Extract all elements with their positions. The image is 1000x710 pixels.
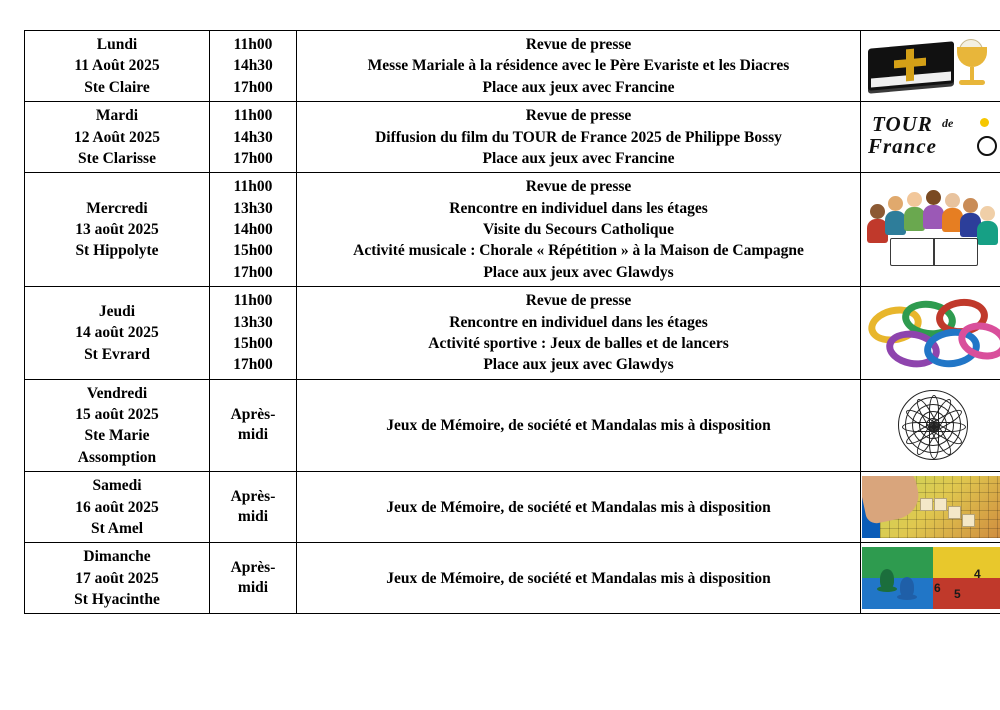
time-entry: 11h00: [233, 178, 273, 196]
day-name: Jeudi: [98, 302, 136, 320]
time-entry: 14h00: [233, 221, 273, 238]
day-cell: [25, 31, 210, 102]
activity-entry: Revue de presse: [525, 107, 632, 125]
activities-cell: [297, 543, 861, 614]
day-saint: St Evrard: [84, 345, 150, 363]
tdf-line3: France: [868, 134, 937, 159]
day-saint: Ste Marie: [84, 427, 150, 445]
day-name: Dimanche: [83, 548, 151, 566]
tdf-wheel-icon: [977, 136, 997, 156]
table-row: [25, 31, 1000, 102]
time-entry: 15h00: [233, 242, 273, 260]
illustration-cell: [861, 102, 1000, 173]
time-entry: 14h30: [233, 128, 273, 146]
day-name: Mardi: [95, 107, 139, 125]
activities-cell: [297, 102, 861, 173]
activities-cell: [297, 287, 861, 380]
scrabble-board-image: [861, 476, 1000, 538]
activity-entry: Activité musicale : Chorale « Répétition » à la Maison de Campagne: [353, 242, 804, 260]
activities-cell: [297, 173, 861, 287]
table-row: [25, 379, 1000, 472]
times-cell: [210, 472, 297, 543]
time-entry: 13h30: [233, 199, 273, 217]
illustration-cell: [861, 472, 1000, 543]
colored-rings-image: [861, 295, 1000, 371]
day-cell: [25, 379, 210, 472]
time-entry: 17h00: [233, 149, 273, 167]
day-cell: [25, 543, 210, 614]
table-row: [25, 543, 1000, 614]
activity-entry: Place aux jeux avec Glawdys: [483, 263, 674, 281]
time-entry: 14h30: [233, 57, 273, 75]
activity-entry: Revue de presse: [525, 36, 632, 53]
day-saint: St Amel: [90, 519, 144, 537]
activity-entry: Jeux de Mémoire, de société et Mandalas mis à disposition: [386, 569, 771, 587]
time-entry: Après-: [230, 487, 276, 505]
activity-entry: Messe Mariale à la résidence avec le Père Evariste et les Diacres: [367, 57, 790, 75]
activity-entry: Rencontre en individuel dans les étages: [449, 199, 708, 217]
activity-entry: Activité sportive : Jeux de balles et de lancers: [428, 334, 729, 352]
day-saint: Ste Clarisse: [78, 149, 156, 167]
activity-entry: Jeux de Mémoire, de société et Mandalas mis à disposition: [386, 498, 771, 516]
day-name: Lundi: [96, 36, 138, 53]
ludo-board-game-image: 6 5 4: [861, 547, 1000, 609]
times-cell: [210, 102, 297, 173]
illustration-cell: [861, 543, 1000, 614]
times-cell: [210, 31, 297, 102]
day-cell: [25, 472, 210, 543]
day-feast: Assomption: [77, 448, 157, 466]
day-saint: St Hippolyte: [75, 242, 159, 260]
day-date: 15 août 2025: [75, 406, 159, 423]
activity-entry: Rencontre en individuel dans les étages: [449, 313, 708, 331]
activity-entry: Place aux jeux avec Glawdys: [483, 356, 674, 374]
illustration-cell: [861, 173, 1000, 287]
time-entry: 11h00: [233, 292, 273, 310]
times-cell: [210, 379, 297, 472]
time-entry: 11h00: [233, 36, 273, 53]
activity-entry: Revue de presse: [525, 178, 632, 196]
activities-cell: [297, 472, 861, 543]
table-row: [25, 102, 1000, 173]
time-entry: Après-: [230, 405, 276, 423]
activities-cell: [297, 31, 861, 102]
day-name: Vendredi: [86, 384, 148, 402]
activity-entry: Place aux jeux avec Francine: [482, 78, 675, 96]
day-date: 16 août 2025: [75, 498, 159, 516]
day-cell: [25, 102, 210, 173]
time-entry: midi: [237, 508, 269, 526]
choir-singers-image: [861, 186, 1000, 274]
day-date: 12 Août 2025: [73, 128, 161, 146]
activity-entry: Jeux de Mémoire, de société et Mandalas mis à disposition: [386, 416, 771, 434]
bible-and-chalice-image: [861, 35, 1000, 97]
day-date: 14 août 2025: [75, 324, 159, 342]
times-cell: [210, 543, 297, 614]
activity-entry: Revue de presse: [525, 292, 632, 310]
time-entry: 11h00: [233, 107, 273, 125]
day-name: Mercredi: [86, 199, 148, 217]
time-entry: 17h00: [233, 356, 273, 374]
time-entry: Après-: [230, 558, 276, 576]
day-date: 11 Août 2025: [74, 57, 160, 75]
time-entry: 17h00: [233, 263, 273, 281]
mandala-drawing-image: [861, 387, 1000, 463]
table-row: [25, 472, 1000, 543]
time-entry: 15h00: [233, 334, 273, 352]
activities-cell: [297, 379, 861, 472]
time-entry: midi: [237, 426, 269, 444]
day-cell: [25, 287, 210, 380]
times-cell: [210, 173, 297, 287]
day-date: 17 août 2025: [75, 569, 159, 587]
day-cell: [25, 173, 210, 287]
activity-entry: Place aux jeux avec Francine: [482, 149, 675, 167]
times-cell: [210, 287, 297, 380]
time-entry: 13h30: [233, 313, 273, 331]
day-saint: Ste Claire: [84, 78, 150, 96]
activity-entry: Diffusion du film du TOUR de France 2025 de Philippe Bossy: [375, 128, 782, 146]
activity-entry: Visite du Secours Catholique: [482, 221, 675, 238]
weekly-schedule-table: [24, 30, 1000, 614]
table-row: [25, 173, 1000, 287]
tdf-line1: TOUR: [872, 112, 933, 137]
illustration-cell: [861, 31, 1000, 102]
day-saint: St Hyacinthe: [74, 591, 160, 608]
tdf-dot-icon: [980, 118, 989, 127]
day-date: 13 août 2025: [75, 221, 159, 238]
day-name: Samedi: [92, 477, 142, 495]
illustration-cell: [861, 379, 1000, 472]
tdf-line2: de: [942, 116, 954, 131]
illustration-cell: [861, 287, 1000, 380]
tour-de-france-logo-image: [861, 106, 1000, 168]
table-row: [25, 287, 1000, 380]
time-entry: 17h00: [233, 78, 273, 96]
time-entry: midi: [237, 579, 269, 597]
